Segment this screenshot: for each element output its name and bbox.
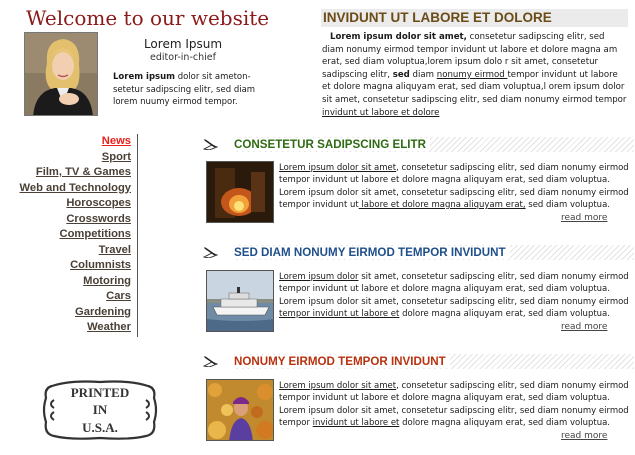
top-story-text-1: consetetur sadipscing elitr, sed diam nonumy eirmod tempor invidunt ut labore et dolore magna am erat, sed diam voluptua,lorem ipsum dolo r sit amet, consetetur sadipscing elitr, [322, 32, 618, 80]
editor-intro-text [113, 71, 265, 109]
article-2-link-b[interactable]: tempor invidunt ut labore et [279, 308, 400, 319]
article-2-text [279, 271, 631, 320]
nav-item-travel[interactable]: Travel [98, 243, 131, 256]
nav-item-film-tv-games[interactable]: Film, TV & Games [35, 166, 131, 178]
editor-portrait-image [25, 33, 98, 116]
top-story-link-2[interactable]: invidunt ut labore et dolore [322, 107, 440, 118]
nav-item-horoscopes[interactable]: Horoscopes [66, 197, 131, 209]
article-1-read-more[interactable]: read more [561, 213, 608, 223]
editor-role: editor-in-chief [150, 52, 216, 63]
nav-item-sport[interactable]: Sport [101, 150, 131, 163]
article-1-text-a: , consetetur sadipscing elitr, sed diam nonumy eirmod tempor invidunt ut labore et dolore magna aliquyam erat, sed diam voluptua. Lorem ipsum dolor sit amet, consetetur sadipscing elitr, sed diam nonumy eirmod tempor invidunt ut [279, 163, 629, 210]
nav-item-gardening[interactable]: Gardening [75, 305, 131, 318]
editor-intro-bold: Lorem ipsum [113, 72, 175, 82]
article-2-link-a[interactable]: Lorem ipsum dolor [279, 272, 359, 282]
stamp-line-2: IN [92, 402, 108, 417]
pen-paper-icon [203, 138, 219, 150]
top-story-bold-2: sed [392, 69, 410, 80]
nav-item-motoring[interactable]: Motoring [83, 274, 131, 287]
stamp-line-3: U.S.A. [82, 420, 118, 435]
article-1-text [279, 162, 631, 211]
site-welcome-title: Welcome to our website [26, 6, 270, 30]
nav-item-news[interactable]: News [101, 135, 131, 147]
nav-item-columnists[interactable]: Columnists [70, 259, 131, 271]
nav-item-competitions[interactable]: Competitions [59, 228, 131, 240]
pen-paper-icon [203, 355, 219, 367]
top-story-text-2: diam [409, 69, 437, 80]
stamp-line-1: PRINTED [70, 385, 130, 400]
top-story-title: INVIDUNT UT LABORE ET DOLORE [323, 10, 552, 25]
article-2-text-b: dolore magna aliquyam erat, sed diam voluptua. [399, 308, 610, 319]
article-3-link-a[interactable]: Lorem ipsum dolor sit amet [279, 381, 397, 391]
article-3-text [279, 380, 631, 429]
market-vendor-image [207, 380, 274, 441]
top-story-link-1[interactable]: nonumy eirmod [436, 69, 508, 80]
article-1-text-b: sed diam voluptua. [525, 199, 610, 210]
nav-item-web-technology[interactable]: Web and Technology [19, 181, 131, 194]
article-3-read-more[interactable]: read more [561, 431, 608, 441]
article-1-photo [206, 161, 274, 223]
nav-item-crosswords[interactable]: Crosswords [66, 212, 131, 225]
article-1-title[interactable]: CONSETETUR SADIPSCING ELITR [234, 138, 430, 151]
article-3-photo [206, 379, 274, 441]
top-story-text-3: tempor invidunt ut labore et dolore magna aliquyam erat, sed diam voluptua,l orem ipsum dolor sit amet, consetetur sadipscing elitr, sed diam nonumy eirmod tempor [322, 69, 627, 105]
article-3-title[interactable]: NONUMY EIRMOD TEMPOR INVIDUNT [234, 355, 450, 368]
nav-item-cars[interactable]: Cars [106, 290, 131, 302]
foundry-image [207, 162, 274, 223]
article-2-title[interactable]: SED DIAM NONUMY EIRMOD TEMPOR INVIDUNT [234, 246, 510, 259]
pen-paper-icon [203, 246, 219, 258]
nav-divider [137, 134, 138, 337]
article-2-read-more[interactable]: read more [561, 322, 608, 332]
editor-name: Lorem Ipsum [143, 37, 223, 51]
article-3-text-a: , consetetur sadipscing elitr, sed diam nonumy eirmod tempor invidunt ut labore et dolore magna aliquyam erat, sed diam voluptua. Lorem ipsum dolor sit amet, consetetur sadipscing elitr, sed diam nonumy eirmod tempor [279, 381, 629, 428]
top-story-bold-1: Lorem ipsum dolor sit amet, [330, 32, 467, 42]
section-nav [10, 134, 131, 336]
article-1-link-b[interactable]: labore et dolore magna aliquyam erat, [358, 199, 526, 210]
article-2-text-a: sit amet, consetetur sadipscing elitr, sed diam nonumy eirmod tempor invidunt ut labore et dolore magna aliquyam erat, sed diam voluptua. Lorem ipsum dolor sit amet, consetetur sadipscing elitr, sed diam nonumy eirmod [279, 272, 629, 307]
article-3-text-b: dolore magna aliquyam erat, sed diam voluptua. [399, 417, 610, 428]
editor-photo [24, 32, 98, 116]
article-3-link-b[interactable]: invidunt ut labore et [312, 417, 400, 428]
article-1-link-a[interactable]: Lorem ipsum dolor sit amet [279, 163, 397, 173]
ferry-image [207, 271, 274, 332]
printed-in-usa-stamp [40, 378, 160, 442]
editor-intro-body: dolor sit ameton-setetur sadipscing elitr, sed diam lorem nuumy eirmod tempor. [113, 72, 256, 107]
top-story-text [322, 31, 628, 119]
nav-item-weather[interactable]: Weather [87, 321, 131, 333]
article-2-photo [206, 270, 274, 332]
